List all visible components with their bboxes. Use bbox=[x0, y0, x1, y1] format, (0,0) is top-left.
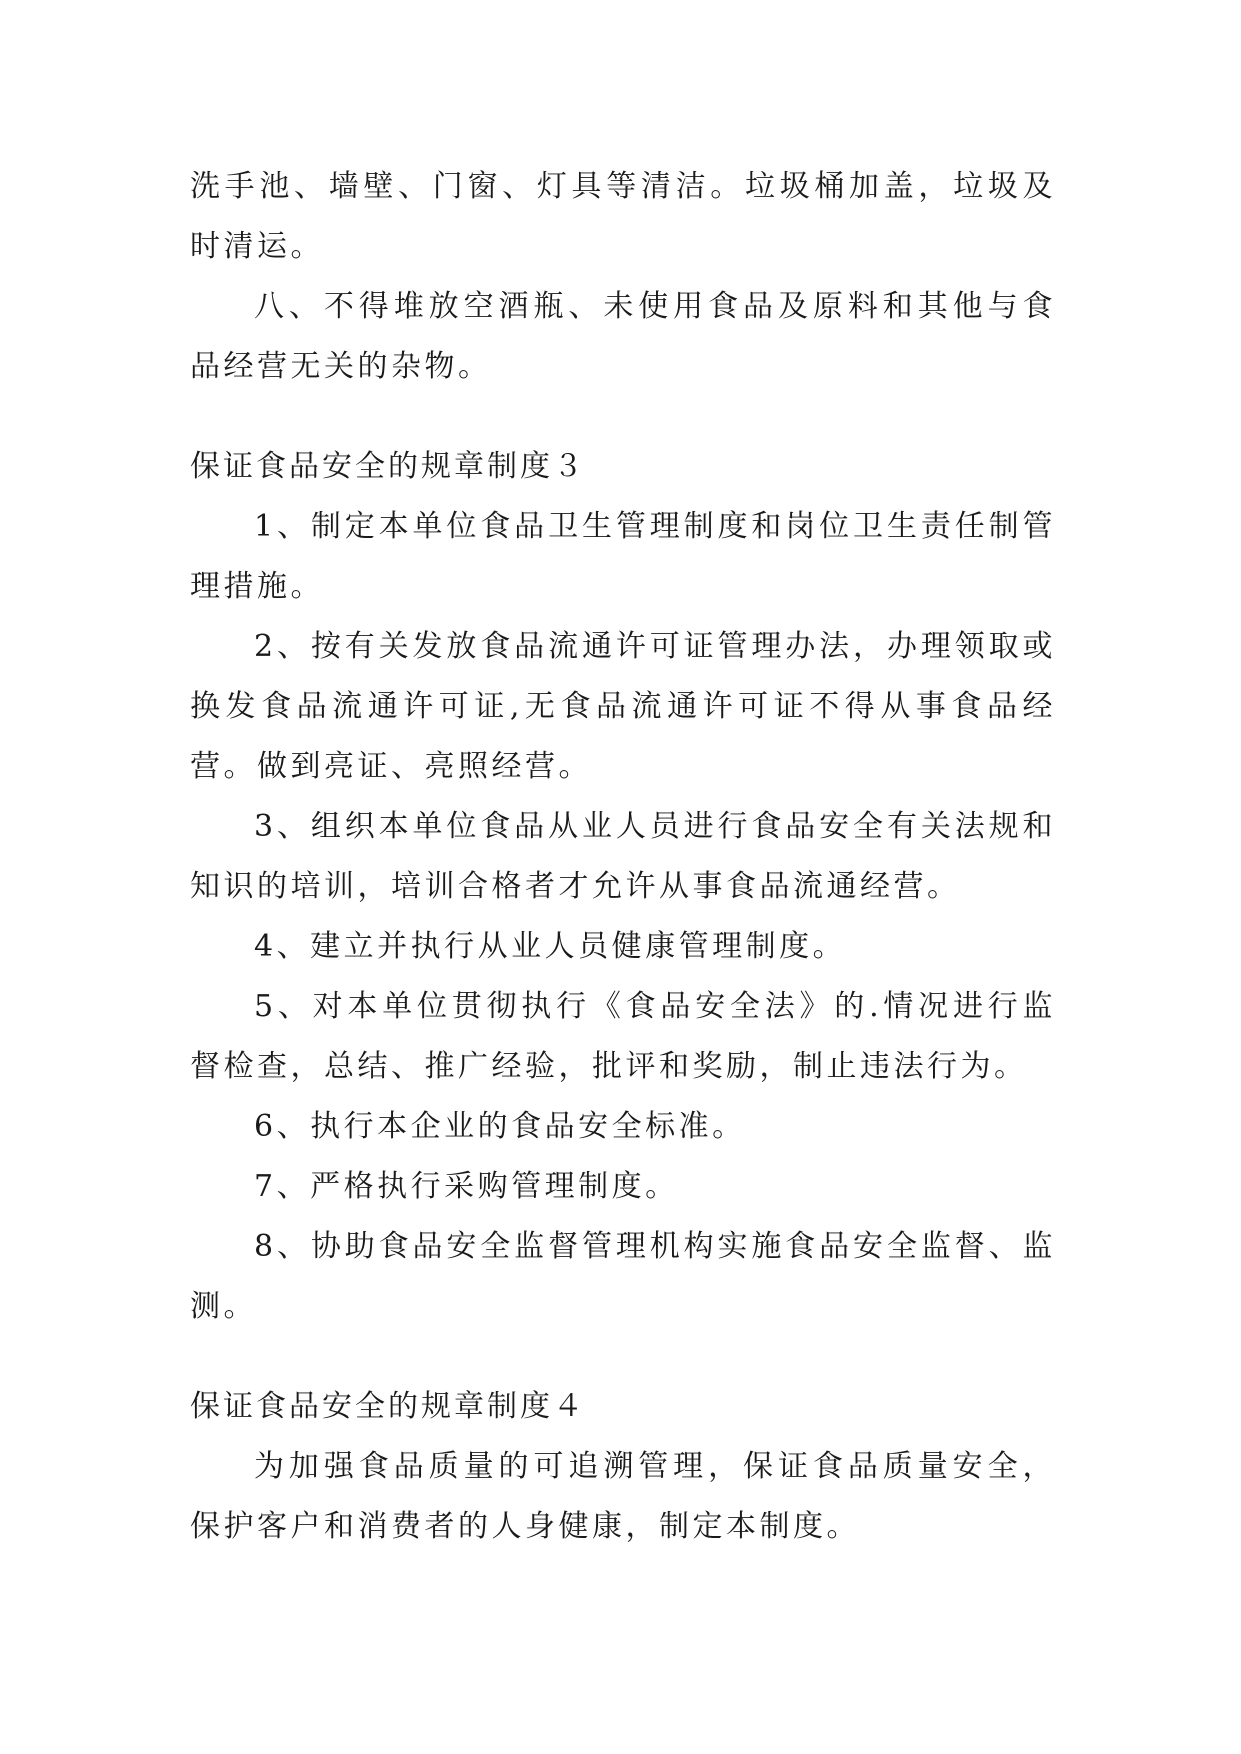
section-heading: 保证食品安全的规章制度４ bbox=[190, 1389, 586, 1424]
list-item: 4、建立并执行从业人员健康管理制度。 bbox=[254, 929, 847, 964]
paragraph: 八、不得堆放空酒瓶、未使用食品及原料和其他与食品经营无关的杂物。 bbox=[190, 289, 1056, 384]
list-item: 8、协助食品安全监督管理机构实施食品安全监督、监测。 bbox=[190, 1229, 1056, 1324]
paragraph: 洗手池、墙壁、门窗、灯具等清洁。垃圾桶加盖，垃圾及时清运。 bbox=[190, 169, 1056, 264]
list-item: 6、执行本企业的食品安全标准。 bbox=[254, 1109, 746, 1144]
document-page bbox=[190, 157, 1056, 1557]
paragraph: 为加强食品质量的可追溯管理，保证食品质量安全，保护客户和消费者的人身健康，制定本制度。 bbox=[190, 1449, 1056, 1544]
list-item: 3、组织本单位食品从业人员进行食品安全有关法规和知识的培训，培训合格者才允许从事食品流通经营。 bbox=[190, 809, 1056, 904]
list-item: 7、严格执行采购管理制度。 bbox=[254, 1169, 679, 1204]
list-item: 2、按有关发放食品流通许可证管理办法，办理领取或换发食品流通许可证,无食品流通许可证不得从事食品经营。做到亮证、亮照经营。 bbox=[190, 629, 1056, 784]
list-item: 5、对本单位贯彻执行《食品安全法》的.情况进行监督检查，总结、推广经验，批评和奖励，制止违法行为。 bbox=[190, 989, 1056, 1084]
section-heading: 保证食品安全的规章制度３ bbox=[190, 449, 586, 484]
list-item: 1、制定本单位食品卫生管理制度和岗位卫生责任制管理措施。 bbox=[190, 509, 1056, 604]
